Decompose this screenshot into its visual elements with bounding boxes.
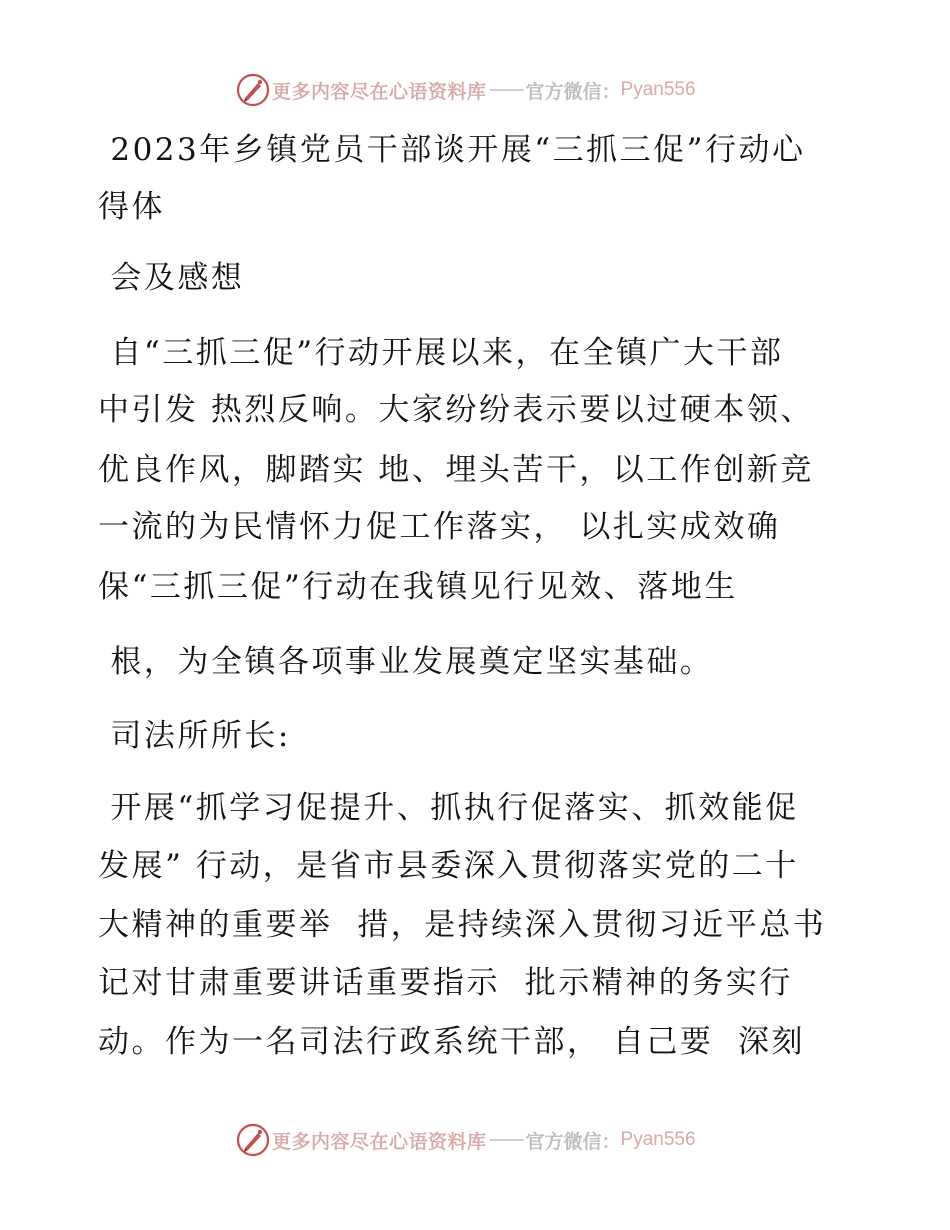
watermark-wechat-label: 官方微信： <box>525 1130 621 1153</box>
footer-watermark <box>236 1122 696 1158</box>
header-watermark <box>236 72 696 108</box>
title-line-1: 2023年乡镇党员干部谈开展“三抓三促”行动心 <box>98 132 806 168</box>
para1-line-1: 自“三抓三促”行动开展以来，在全镇广大干部 <box>98 335 784 371</box>
para1-line-4: 一流的为民情怀力促工作落实， 以扎实成效确 <box>98 509 781 545</box>
para2-line-2: 发展” 行动，是省市县委深入贯彻落实党的二十 <box>98 848 799 884</box>
pen-logo-icon <box>236 73 270 107</box>
watermark-brand-text: 更多内容尽在心语资料库 <box>272 80 487 103</box>
watermark-wechat-label: 官方微信： <box>525 80 621 103</box>
para2-line-4: 记对甘肃重要讲话重要指示 批示精神的务实行 <box>98 965 793 1001</box>
title-line-2: 得体 <box>98 189 165 225</box>
watermark-dash <box>490 1139 524 1141</box>
watermark-wechat-id: Pyan556 <box>620 1129 696 1150</box>
para2-line-1: 开展“抓学习促提升、抓执行促落实、抓效能促 <box>98 790 799 826</box>
pen-logo-icon <box>236 1123 270 1157</box>
para2-line-5: 动。作为一名司法行政系统干部， 自己要 深刻 <box>98 1024 806 1060</box>
para1-line-5: 保“三抓三促”行动在我镇见行见效、落地生 <box>98 569 738 605</box>
speaker-label: 司法所所长: <box>98 718 291 754</box>
para1-line-3: 优良作风，脚踏实 地、埋头苦干，以工作创新竞 <box>98 452 814 488</box>
para1-line-6: 根，为全镇各项事业发展奠定坚实基础。 <box>98 644 714 680</box>
watermark-dash <box>490 89 524 91</box>
title-line-3: 会及感想 <box>98 260 245 296</box>
para2-line-3: 大精神的重要举 措，是持续深入贯彻习近平总书 <box>98 907 827 943</box>
watermark-wechat-id: Pyan556 <box>620 79 696 100</box>
watermark-brand-text: 更多内容尽在心语资料库 <box>272 1130 487 1153</box>
para1-line-2: 中引发 热烈反响。大家纷纷表示要以过硬本领、 <box>98 392 814 428</box>
